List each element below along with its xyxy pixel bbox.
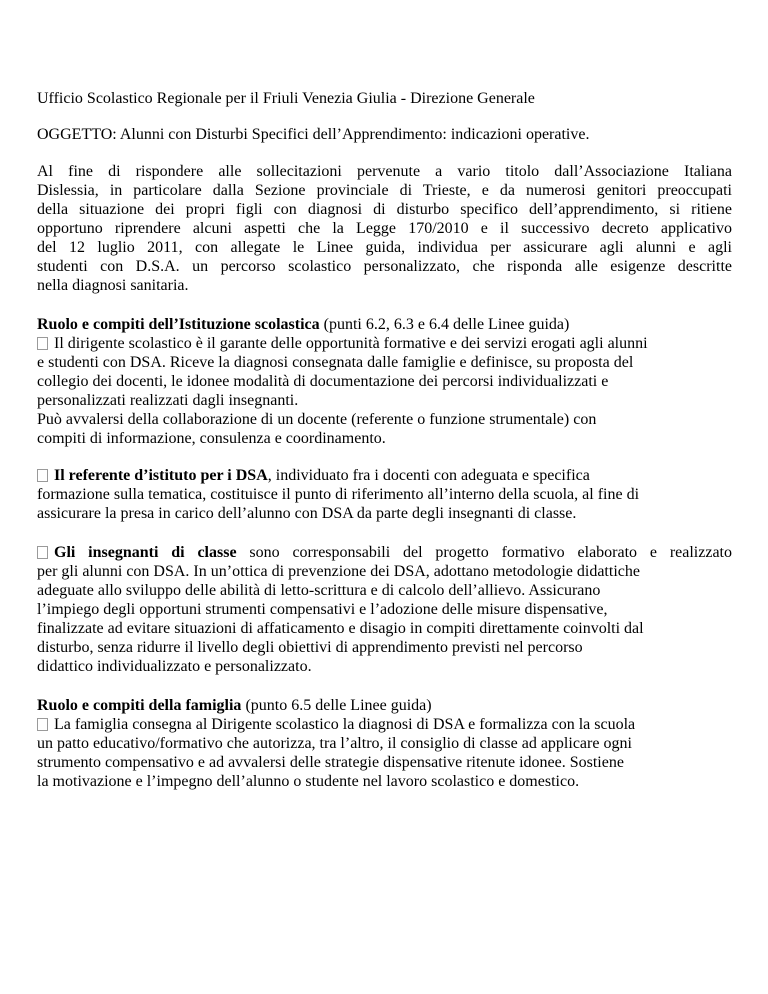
referente-line: formazione sulla tematica, costituisce il punto di riferimento all’interno della scuola, al fine di (37, 486, 640, 503)
family-line: la motivazione e l’impegno dell’alunno o studente nel lavoro scolastico e domestico. (37, 773, 580, 790)
insegnanti-line: l’impiego degli opportuni strumenti compensativi e l’adozione delle misure dispensative, (37, 601, 608, 618)
referente-text: , individuato fra i docenti con adeguata e specifica (267, 467, 590, 484)
family-line: strumento compensativo e ad avvalersi delle strategie dispensative ritenute idonee. Sostiene (37, 754, 624, 771)
intro-line: nella diagnosi sanitaria. (37, 277, 189, 294)
bullet-icon (37, 718, 48, 731)
bullet-icon (37, 337, 48, 350)
school-section-heading (37, 315, 732, 334)
dirigente-line: e studenti con DSA. Riceve la diagnosi consegnata dalle famiglie e definisce, su proposta del (37, 354, 634, 371)
family-heading-bold: Ruolo e compiti della famiglia (37, 697, 242, 714)
dirigente-line (37, 334, 732, 353)
referente-line (37, 466, 732, 485)
dirigente-line: personalizzati realizzati dagli insegnanti. (37, 392, 299, 409)
subject-line: OGGETTO: Alunni con Disturbi Specifici dell’Apprendimento: indicazioni operative. (37, 126, 590, 143)
family-section (37, 696, 732, 791)
intro-line: della situazione dei propri figli con diagnosi di disturbo specifico dell’apprendimento, si ritiene (37, 201, 732, 218)
document-header (37, 89, 732, 108)
family-line (37, 715, 732, 734)
intro-line: Al fine di rispondere alle sollecitazioni pervenute a vario titolo dall’Associazione Italiana (37, 163, 732, 180)
insegnanti-line: finalizzate ad evitare situazioni di affaticamento e disagio in compiti direttamente coinvolti dal (37, 620, 644, 637)
school-section (37, 315, 732, 448)
dirigente-text: Il dirigente scolastico è il garante delle opportunità formative e dei servizi erogati agli alunni (54, 335, 648, 352)
school-heading-rest: (punti 6.2, 6.3 e 6.4 delle Linee guida) (319, 316, 570, 333)
referente-bold: Il referente d’istituto per i DSA (54, 467, 268, 484)
family-heading-rest: (punto 6.5 delle Linee guida) (241, 697, 432, 714)
intro-line: opportuno riprendere alcuni aspetti che la Legge 170/2010 e il successivo decreto applicativo (37, 220, 732, 237)
family-text: La famiglia consegna al Dirigente scolastico la diagnosi di DSA e formalizza con la scuola (54, 716, 636, 733)
dirigente-line: compiti di informazione, consulenza e coordinamento. (37, 430, 386, 447)
insegnanti-line: per gli alunni con DSA. In un’ottica di prevenzione dei DSA, adottano metodologie didattiche (37, 563, 640, 580)
bullet-icon (37, 469, 48, 482)
referente-paragraph (37, 466, 732, 523)
referente-line: assicurare la presa in carico dell’alunno con DSA da parte degli insegnanti di classe. (37, 505, 577, 522)
dirigente-line: Può avvalersi della collaborazione di un docente (referente o funzione strumentale) con (37, 411, 597, 428)
intro-line: Dislessia, in particolare dalla Sezione provinciale di Trieste, e da numerosi genitori preoccupati (37, 182, 732, 199)
header-line: Ufficio Scolastico Regionale per il Friuli Venezia Giulia - Direzione Generale (37, 90, 535, 107)
insegnanti-line (37, 543, 732, 562)
insegnanti-text: sono corresponsabili del progetto formativo elaborato e realizzato (236, 544, 732, 561)
dirigente-line: collegio dei docenti, le idonee modalità di documentazione dei percorsi individualizzati e (37, 373, 609, 390)
document-subject (37, 125, 732, 144)
insegnanti-paragraph (37, 543, 732, 676)
insegnanti-line: didattico individualizzato e personalizzato. (37, 658, 312, 675)
family-section-heading (37, 696, 732, 715)
intro-line: studenti con D.S.A. un percorso scolastico personalizzato, che risponda alle esigenze descritte (37, 258, 732, 275)
intro-paragraph (37, 162, 732, 295)
family-line: un patto educativo/formativo che autorizza, tra l’altro, il consiglio di classe ad applicare ogni (37, 735, 632, 752)
insegnanti-bold: Gli insegnanti di classe (54, 544, 237, 561)
intro-line: del 12 luglio 2011, con allegate le Linee guida, individua per assicurare agli alunni e agli (37, 239, 732, 256)
insegnanti-line: disturbo, senza ridurre il livello degli obiettivi di apprendimento previsti nel percorso (37, 639, 583, 656)
insegnanti-line: adeguate allo sviluppo delle abilità di letto-scrittura e di calcolo dell’allievo. Assicurano (37, 582, 601, 599)
school-heading-bold: Ruolo e compiti dell’Istituzione scolastica (37, 316, 320, 333)
bullet-icon (37, 546, 48, 559)
